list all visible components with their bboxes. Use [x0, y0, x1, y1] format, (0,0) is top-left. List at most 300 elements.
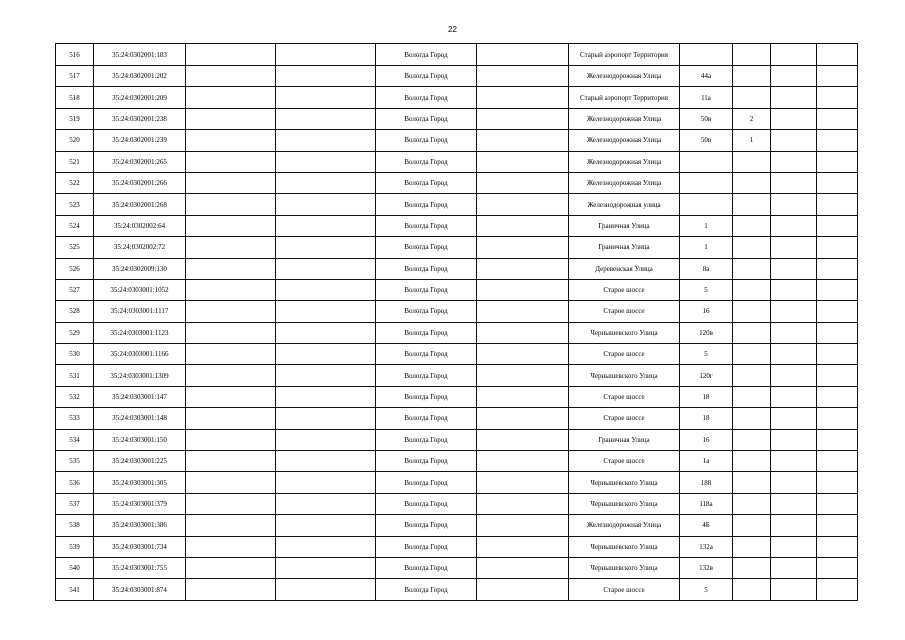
street-cell: Железнодорожная Улица	[569, 130, 680, 151]
empty-cell	[477, 493, 569, 514]
empty-cell	[276, 515, 376, 536]
empty-cell	[771, 322, 817, 343]
empty-cell	[276, 579, 376, 600]
empty-cell	[186, 301, 276, 322]
unit-cell	[733, 237, 771, 258]
table-row	[56, 429, 858, 450]
street-cell: Чернышевского Улица	[569, 557, 680, 578]
empty-cell	[186, 515, 276, 536]
house-number-cell: 16	[680, 429, 733, 450]
empty-cell	[477, 237, 569, 258]
table-row	[56, 194, 858, 215]
table-row	[56, 108, 858, 129]
street-cell: Чернышевского Улица	[569, 472, 680, 493]
table-row	[56, 579, 858, 600]
house-number-cell: 5	[680, 279, 733, 300]
empty-cell	[477, 130, 569, 151]
house-number-cell: 18	[680, 408, 733, 429]
table-row	[56, 301, 858, 322]
empty-cell	[817, 108, 858, 129]
empty-cell	[477, 66, 569, 87]
empty-cell	[477, 172, 569, 193]
row-number-cell: 520	[56, 130, 94, 151]
empty-cell	[771, 258, 817, 279]
empty-cell	[186, 408, 276, 429]
cadastral-number-cell: 35:24:0303001:874	[94, 579, 186, 600]
empty-cell	[771, 194, 817, 215]
row-number-cell: 531	[56, 365, 94, 386]
street-cell: Железнодорожная улица	[569, 194, 680, 215]
street-cell: Железнодорожная Улица	[569, 108, 680, 129]
row-number-cell: 534	[56, 429, 94, 450]
street-cell: Железнодорожная Улица	[569, 172, 680, 193]
cadastral-number-cell: 35:24:0302001:183	[94, 44, 186, 66]
house-number-cell: 16	[680, 301, 733, 322]
empty-cell	[477, 579, 569, 600]
unit-cell	[733, 408, 771, 429]
empty-cell	[771, 172, 817, 193]
empty-cell	[477, 515, 569, 536]
table-row	[56, 322, 858, 343]
empty-cell	[186, 279, 276, 300]
empty-cell	[771, 301, 817, 322]
cadastral-number-cell: 35:24:0303001:148	[94, 408, 186, 429]
row-number-cell: 519	[56, 108, 94, 129]
cadastral-number-cell: 35:24:0303001:386	[94, 515, 186, 536]
unit-cell	[733, 151, 771, 172]
house-number-cell: 1	[680, 215, 733, 236]
cadastral-number-cell: 35:24:0303001:150	[94, 429, 186, 450]
table-row	[56, 44, 858, 66]
empty-cell	[817, 258, 858, 279]
row-number-cell: 529	[56, 322, 94, 343]
street-cell: Старый аэропорт Территория	[569, 87, 680, 108]
unit-cell	[733, 429, 771, 450]
empty-cell	[186, 258, 276, 279]
locality-cell: Вологда Город	[376, 258, 477, 279]
table-row	[56, 515, 858, 536]
cadastral-number-cell: 35:24:0303001:755	[94, 557, 186, 578]
empty-cell	[477, 344, 569, 365]
empty-cell	[771, 451, 817, 472]
locality-cell: Вологда Город	[376, 87, 477, 108]
table-row	[56, 493, 858, 514]
row-number-cell: 539	[56, 536, 94, 557]
empty-cell	[186, 87, 276, 108]
table-row	[56, 536, 858, 557]
empty-cell	[771, 536, 817, 557]
table-row	[56, 172, 858, 193]
cadastral-number-cell: 35:24:0303001:147	[94, 386, 186, 407]
unit-cell	[733, 194, 771, 215]
unit-cell	[733, 344, 771, 365]
house-number-cell: 132а	[680, 536, 733, 557]
house-number-cell: 120в	[680, 322, 733, 343]
house-number-cell	[680, 172, 733, 193]
empty-cell	[477, 87, 569, 108]
empty-cell	[817, 130, 858, 151]
cadastral-number-cell: 35:24:0302001:202	[94, 66, 186, 87]
empty-cell	[186, 536, 276, 557]
empty-cell	[817, 66, 858, 87]
empty-cell	[817, 194, 858, 215]
empty-cell	[276, 172, 376, 193]
locality-cell: Вологда Город	[376, 536, 477, 557]
empty-cell	[276, 151, 376, 172]
locality-cell: Вологда Город	[376, 365, 477, 386]
locality-cell: Вологда Город	[376, 44, 477, 66]
empty-cell	[477, 408, 569, 429]
street-cell: Чернышевского Улица	[569, 536, 680, 557]
table-row	[56, 472, 858, 493]
empty-cell	[276, 429, 376, 450]
empty-cell	[186, 429, 276, 450]
table-row	[56, 344, 858, 365]
unit-cell	[733, 493, 771, 514]
row-number-cell: 516	[56, 44, 94, 66]
house-number-cell	[680, 151, 733, 172]
empty-cell	[477, 108, 569, 129]
unit-cell	[733, 215, 771, 236]
empty-cell	[186, 66, 276, 87]
empty-cell	[477, 472, 569, 493]
house-number-cell: 18	[680, 386, 733, 407]
unit-cell	[733, 301, 771, 322]
locality-cell: Вологда Город	[376, 451, 477, 472]
cadastral-number-cell: 35:24:0303001:1166	[94, 344, 186, 365]
empty-cell	[771, 579, 817, 600]
empty-cell	[477, 44, 569, 66]
street-cell: Деревенская Улица	[569, 258, 680, 279]
row-number-cell: 537	[56, 493, 94, 514]
cadastral-number-cell: 35:24:0302001:209	[94, 87, 186, 108]
empty-cell	[817, 515, 858, 536]
locality-cell: Вологда Город	[376, 151, 477, 172]
empty-cell	[477, 557, 569, 578]
unit-cell	[733, 365, 771, 386]
street-cell: Старое шоссе	[569, 301, 680, 322]
locality-cell: Вологда Город	[376, 344, 477, 365]
empty-cell	[771, 386, 817, 407]
empty-cell	[276, 365, 376, 386]
page-number: 22	[448, 25, 457, 34]
unit-cell	[733, 279, 771, 300]
empty-cell	[276, 472, 376, 493]
house-number-cell: 50в	[680, 108, 733, 129]
empty-cell	[817, 429, 858, 450]
house-number-cell: 118а	[680, 493, 733, 514]
table-row	[56, 66, 858, 87]
empty-cell	[186, 472, 276, 493]
empty-cell	[477, 365, 569, 386]
unit-cell	[733, 386, 771, 407]
unit-cell: 2	[733, 108, 771, 129]
empty-cell	[276, 215, 376, 236]
locality-cell: Вологда Город	[376, 66, 477, 87]
row-number-cell: 517	[56, 66, 94, 87]
empty-cell	[186, 579, 276, 600]
registry-table	[55, 43, 858, 601]
row-number-cell: 518	[56, 87, 94, 108]
empty-cell	[817, 386, 858, 407]
cadastral-number-cell: 35:24:0302009:130	[94, 258, 186, 279]
cadastral-number-cell: 35:24:0302001:265	[94, 151, 186, 172]
cadastral-number-cell: 35:24:0302002:72	[94, 237, 186, 258]
row-number-cell: 526	[56, 258, 94, 279]
empty-cell	[817, 279, 858, 300]
unit-cell: 1	[733, 130, 771, 151]
row-number-cell: 530	[56, 344, 94, 365]
unit-cell	[733, 536, 771, 557]
empty-cell	[276, 108, 376, 129]
empty-cell	[817, 408, 858, 429]
locality-cell: Вологда Город	[376, 322, 477, 343]
street-cell: Старое шоссе	[569, 408, 680, 429]
empty-cell	[477, 536, 569, 557]
empty-cell	[477, 429, 569, 450]
empty-cell	[276, 301, 376, 322]
empty-cell	[817, 579, 858, 600]
locality-cell: Вологда Город	[376, 130, 477, 151]
cadastral-number-cell: 35:24:0303001:734	[94, 536, 186, 557]
cadastral-number-cell: 35:24:0302001:238	[94, 108, 186, 129]
empty-cell	[771, 215, 817, 236]
cadastral-number-cell: 35:24:0303001:379	[94, 493, 186, 514]
street-cell: Старый аэропорт Территория	[569, 44, 680, 66]
empty-cell	[276, 87, 376, 108]
row-number-cell: 523	[56, 194, 94, 215]
empty-cell	[186, 322, 276, 343]
table-body	[56, 44, 858, 601]
empty-cell	[817, 172, 858, 193]
locality-cell: Вологда Город	[376, 429, 477, 450]
table-row	[56, 87, 858, 108]
house-number-cell: 4Б	[680, 515, 733, 536]
locality-cell: Вологда Город	[376, 301, 477, 322]
empty-cell	[276, 237, 376, 258]
empty-cell	[186, 172, 276, 193]
house-number-cell: 1а	[680, 451, 733, 472]
house-number-cell	[680, 44, 733, 66]
empty-cell	[817, 237, 858, 258]
cadastral-number-cell: 35:24:0303001:1309	[94, 365, 186, 386]
unit-cell	[733, 515, 771, 536]
empty-cell	[477, 258, 569, 279]
empty-cell	[186, 365, 276, 386]
empty-cell	[186, 344, 276, 365]
empty-cell	[276, 536, 376, 557]
locality-cell: Вологда Город	[376, 279, 477, 300]
row-number-cell: 527	[56, 279, 94, 300]
street-cell: Чернышевского Улица	[569, 365, 680, 386]
empty-cell	[771, 279, 817, 300]
street-cell: Железнодорожная Улица	[569, 66, 680, 87]
row-number-cell: 522	[56, 172, 94, 193]
street-cell: Чернышевского Улица	[569, 322, 680, 343]
row-number-cell: 538	[56, 515, 94, 536]
empty-cell	[186, 557, 276, 578]
unit-cell	[733, 44, 771, 66]
house-number-cell: 120г	[680, 365, 733, 386]
empty-cell	[276, 322, 376, 343]
house-number-cell: 1	[680, 237, 733, 258]
unit-cell	[733, 451, 771, 472]
empty-cell	[771, 557, 817, 578]
empty-cell	[771, 44, 817, 66]
locality-cell: Вологда Город	[376, 472, 477, 493]
empty-cell	[276, 194, 376, 215]
empty-cell	[817, 472, 858, 493]
unit-cell	[733, 557, 771, 578]
street-cell: Чернышевского Улица	[569, 493, 680, 514]
locality-cell: Вологда Город	[376, 579, 477, 600]
empty-cell	[186, 493, 276, 514]
empty-cell	[477, 151, 569, 172]
table-row	[56, 557, 858, 578]
empty-cell	[276, 557, 376, 578]
empty-cell	[186, 151, 276, 172]
locality-cell: Вологда Город	[376, 108, 477, 129]
empty-cell	[186, 386, 276, 407]
empty-cell	[817, 44, 858, 66]
empty-cell	[477, 301, 569, 322]
unit-cell	[733, 472, 771, 493]
house-number-cell: 5	[680, 579, 733, 600]
street-cell: Старое шоссе	[569, 579, 680, 600]
street-cell: Граничная Улица	[569, 215, 680, 236]
empty-cell	[477, 194, 569, 215]
table-row	[56, 279, 858, 300]
empty-cell	[771, 408, 817, 429]
house-number-cell: 5	[680, 344, 733, 365]
empty-cell	[276, 66, 376, 87]
empty-cell	[186, 215, 276, 236]
empty-cell	[817, 344, 858, 365]
locality-cell: Вологда Город	[376, 515, 477, 536]
empty-cell	[771, 515, 817, 536]
cadastral-number-cell: 35:24:0302001:268	[94, 194, 186, 215]
unit-cell	[733, 322, 771, 343]
empty-cell	[771, 365, 817, 386]
table-row	[56, 130, 858, 151]
empty-cell	[276, 130, 376, 151]
row-number-cell: 535	[56, 451, 94, 472]
empty-cell	[186, 108, 276, 129]
street-cell: Граничная Улица	[569, 429, 680, 450]
cadastral-number-cell: 35:24:0303001:1117	[94, 301, 186, 322]
empty-cell	[276, 44, 376, 66]
locality-cell: Вологда Город	[376, 557, 477, 578]
locality-cell: Вологда Город	[376, 408, 477, 429]
locality-cell: Вологда Город	[376, 172, 477, 193]
street-cell: Железнодорожная Улица	[569, 151, 680, 172]
cadastral-number-cell: 35:24:0302001:239	[94, 130, 186, 151]
locality-cell: Вологда Город	[376, 215, 477, 236]
empty-cell	[477, 386, 569, 407]
street-cell: Старое шоссе	[569, 386, 680, 407]
row-number-cell: 541	[56, 579, 94, 600]
empty-cell	[771, 429, 817, 450]
empty-cell	[771, 151, 817, 172]
empty-cell	[477, 451, 569, 472]
row-number-cell: 532	[56, 386, 94, 407]
table-row	[56, 151, 858, 172]
unit-cell	[733, 258, 771, 279]
row-number-cell: 540	[56, 557, 94, 578]
locality-cell: Вологда Город	[376, 386, 477, 407]
empty-cell	[276, 279, 376, 300]
unit-cell	[733, 579, 771, 600]
empty-cell	[817, 493, 858, 514]
row-number-cell: 536	[56, 472, 94, 493]
empty-cell	[276, 493, 376, 514]
cadastral-number-cell: 35:24:0302002:64	[94, 215, 186, 236]
empty-cell	[771, 493, 817, 514]
locality-cell: Вологда Город	[376, 493, 477, 514]
table-row	[56, 258, 858, 279]
empty-cell	[817, 151, 858, 172]
cadastral-number-cell: 35:24:0303001:1123	[94, 322, 186, 343]
street-cell: Железнодорожная Улица	[569, 515, 680, 536]
table-row	[56, 215, 858, 236]
cadastral-number-cell: 35:24:0303001:225	[94, 451, 186, 472]
empty-cell	[477, 322, 569, 343]
street-cell: Старое шоссе	[569, 451, 680, 472]
row-number-cell: 533	[56, 408, 94, 429]
empty-cell	[276, 451, 376, 472]
empty-cell	[186, 451, 276, 472]
house-number-cell: 50в	[680, 130, 733, 151]
empty-cell	[276, 408, 376, 429]
empty-cell	[477, 279, 569, 300]
cadastral-number-cell: 35:24:0303001:1052	[94, 279, 186, 300]
empty-cell	[817, 322, 858, 343]
empty-cell	[477, 215, 569, 236]
street-cell: Старое шоссе	[569, 344, 680, 365]
empty-cell	[186, 237, 276, 258]
empty-cell	[771, 344, 817, 365]
table-row	[56, 237, 858, 258]
row-number-cell: 524	[56, 215, 94, 236]
empty-cell	[276, 258, 376, 279]
cadastral-number-cell: 35:24:0303001:305	[94, 472, 186, 493]
empty-cell	[817, 536, 858, 557]
unit-cell	[733, 172, 771, 193]
empty-cell	[771, 66, 817, 87]
house-number-cell	[680, 194, 733, 215]
row-number-cell: 525	[56, 237, 94, 258]
empty-cell	[276, 344, 376, 365]
empty-cell	[186, 130, 276, 151]
house-number-cell: 44а	[680, 66, 733, 87]
house-number-cell: 11а	[680, 87, 733, 108]
house-number-cell: 188	[680, 472, 733, 493]
empty-cell	[186, 194, 276, 215]
table-row	[56, 408, 858, 429]
empty-cell	[817, 557, 858, 578]
cadastral-number-cell: 35:24:0302001:266	[94, 172, 186, 193]
empty-cell	[771, 130, 817, 151]
empty-cell	[276, 386, 376, 407]
house-number-cell: 132в	[680, 557, 733, 578]
street-cell: Старое шоссе	[569, 279, 680, 300]
street-cell: Граничная Улица	[569, 237, 680, 258]
table-row	[56, 386, 858, 407]
empty-cell	[817, 87, 858, 108]
empty-cell	[186, 44, 276, 66]
empty-cell	[817, 451, 858, 472]
empty-cell	[771, 108, 817, 129]
